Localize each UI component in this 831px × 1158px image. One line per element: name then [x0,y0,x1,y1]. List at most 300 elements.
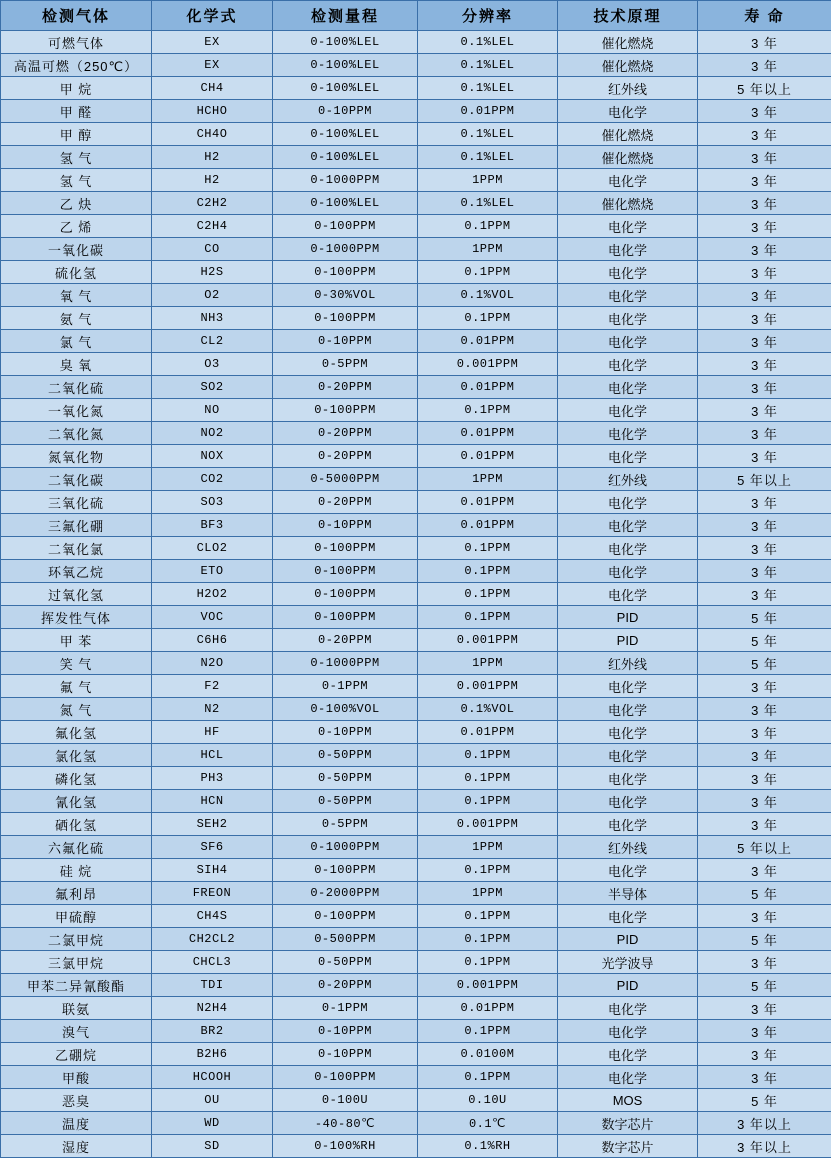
cell-gas: 温度 [1,1112,152,1135]
cell-resolution: 1PPM [418,652,558,675]
cell-gas: 硒化氢 [1,813,152,836]
cell-range: 0-100%VOL [273,698,418,721]
cell-range: 0-10PPM [273,1020,418,1043]
cell-gas: 恶臭 [1,1089,152,1112]
cell-gas: 氟 气 [1,675,152,698]
cell-lifetime: 5 年 [698,606,831,629]
cell-range: 0-20PPM [273,974,418,997]
table-row [1,330,831,353]
table-row [1,54,831,77]
cell-lifetime: 3 年 [698,422,831,445]
table-row [1,399,831,422]
table-row [1,882,831,905]
cell-gas: 氰化氢 [1,790,152,813]
cell-range: 0-20PPM [273,376,418,399]
cell-principle: 电化学 [558,491,698,514]
cell-lifetime: 5 年 [698,629,831,652]
cell-principle: 电化学 [558,675,698,698]
cell-formula: HCOOH [152,1066,273,1089]
cell-range: 0-100U [273,1089,418,1112]
cell-gas: 乙 炔 [1,192,152,215]
cell-gas: 乙 烯 [1,215,152,238]
cell-gas: 臭 氧 [1,353,152,376]
cell-formula: CO [152,238,273,261]
cell-gas: 氮 气 [1,698,152,721]
column-header-principle: 技术原理 [558,1,698,31]
cell-range: 0-2000PPM [273,882,418,905]
cell-lifetime: 5 年以上 [698,468,831,491]
cell-principle: 红外线 [558,836,698,859]
cell-range: 0-500PPM [273,928,418,951]
cell-range: 0-100%LEL [273,146,418,169]
table-row [1,422,831,445]
cell-principle: 电化学 [558,560,698,583]
cell-formula: EX [152,31,273,54]
cell-lifetime: 3 年 [698,1066,831,1089]
cell-formula: CL2 [152,330,273,353]
cell-formula: HCHO [152,100,273,123]
cell-principle: 电化学 [558,422,698,445]
cell-resolution: 0.01PPM [418,445,558,468]
table-row [1,284,831,307]
cell-range: 0-100%LEL [273,54,418,77]
cell-range: 0-100PPM [273,583,418,606]
cell-gas: 氨 气 [1,307,152,330]
cell-range: 0-100PPM [273,859,418,882]
cell-principle: 电化学 [558,261,698,284]
cell-resolution: 1PPM [418,468,558,491]
table-row [1,468,831,491]
cell-gas: 溴气 [1,1020,152,1043]
cell-range: 0-100PPM [273,215,418,238]
cell-principle: PID [558,974,698,997]
cell-formula: NH3 [152,307,273,330]
cell-principle: 电化学 [558,399,698,422]
cell-resolution: 0.01PPM [418,100,558,123]
cell-gas: 硫化氢 [1,261,152,284]
cell-range: 0-20PPM [273,422,418,445]
table-row [1,445,831,468]
cell-lifetime: 3 年 [698,1043,831,1066]
cell-gas: 湿度 [1,1135,152,1158]
cell-range: 0-100PPM [273,537,418,560]
cell-lifetime: 3 年 [698,31,831,54]
cell-range: 0-5000PPM [273,468,418,491]
table-row [1,813,831,836]
cell-formula: SEH2 [152,813,273,836]
cell-lifetime: 5 年以上 [698,836,831,859]
table-row [1,1089,831,1112]
cell-formula: BR2 [152,1020,273,1043]
cell-lifetime: 3 年 [698,951,831,974]
cell-formula: O3 [152,353,273,376]
cell-principle: 红外线 [558,468,698,491]
table-row [1,1112,831,1135]
table-row [1,307,831,330]
cell-resolution: 0.001PPM [418,813,558,836]
table-row [1,698,831,721]
cell-principle: 电化学 [558,353,698,376]
cell-lifetime: 3 年 [698,767,831,790]
cell-principle: 电化学 [558,100,698,123]
cell-principle: 数字芯片 [558,1112,698,1135]
cell-formula: B2H6 [152,1043,273,1066]
cell-lifetime: 3 年以上 [698,1135,831,1158]
cell-gas: 氧 气 [1,284,152,307]
cell-resolution: 1PPM [418,169,558,192]
cell-principle: 电化学 [558,905,698,928]
cell-resolution: 0.1PPM [418,1066,558,1089]
cell-lifetime: 3 年 [698,330,831,353]
table-row [1,146,831,169]
cell-range: 0-1000PPM [273,652,418,675]
cell-lifetime: 3 年 [698,514,831,537]
cell-lifetime: 3 年 [698,284,831,307]
cell-lifetime: 3 年 [698,491,831,514]
cell-principle: 电化学 [558,537,698,560]
cell-formula: NO [152,399,273,422]
cell-resolution: 1PPM [418,882,558,905]
table-row [1,215,831,238]
table-row [1,606,831,629]
cell-gas: 一氧化氮 [1,399,152,422]
cell-principle: 电化学 [558,307,698,330]
cell-lifetime: 3 年 [698,54,831,77]
table-row [1,1066,831,1089]
cell-principle: 电化学 [558,445,698,468]
cell-gas: 三氧化硫 [1,491,152,514]
cell-gas: 环氧乙烷 [1,560,152,583]
table-body [1,31,831,1158]
cell-range: 0-100%LEL [273,77,418,100]
cell-lifetime: 3 年 [698,169,831,192]
cell-resolution: 0.01PPM [418,422,558,445]
cell-resolution: 0.01PPM [418,491,558,514]
cell-resolution: 0.1PPM [418,1020,558,1043]
cell-gas: 磷化氢 [1,767,152,790]
table-row [1,1020,831,1043]
cell-principle: 电化学 [558,813,698,836]
cell-gas: 三氯甲烷 [1,951,152,974]
cell-gas: 联氨 [1,997,152,1020]
cell-formula: WD [152,1112,273,1135]
cell-resolution: 0.1PPM [418,307,558,330]
cell-principle: 催化燃烧 [558,192,698,215]
cell-resolution: 0.001PPM [418,675,558,698]
cell-gas: 二氧化碳 [1,468,152,491]
table-header-row [1,1,831,31]
table-row [1,928,831,951]
cell-range: 0-100PPM [273,261,418,284]
cell-gas: 三氟化硼 [1,514,152,537]
cell-range: 0-100%LEL [273,31,418,54]
cell-principle: PID [558,629,698,652]
cell-gas: 笑 气 [1,652,152,675]
cell-resolution: 0.1PPM [418,560,558,583]
cell-gas: 六氟化硫 [1,836,152,859]
table-row [1,744,831,767]
cell-formula: F2 [152,675,273,698]
cell-range: 0-100%RH [273,1135,418,1158]
cell-range: 0-100PPM [273,560,418,583]
cell-formula: BF3 [152,514,273,537]
cell-principle: 电化学 [558,1043,698,1066]
cell-resolution: 0.1%LEL [418,54,558,77]
cell-range: 0-10PPM [273,100,418,123]
cell-gas: 甲酸 [1,1066,152,1089]
table-row [1,169,831,192]
cell-resolution: 0.01PPM [418,514,558,537]
cell-formula: HF [152,721,273,744]
cell-gas: 乙硼烷 [1,1043,152,1066]
cell-gas: 二氧化硫 [1,376,152,399]
table-row [1,675,831,698]
cell-range: 0-100PPM [273,905,418,928]
cell-lifetime: 3 年 [698,307,831,330]
cell-formula: H2 [152,169,273,192]
cell-resolution: 0.01PPM [418,721,558,744]
cell-formula: SF6 [152,836,273,859]
cell-formula: N2H4 [152,997,273,1020]
cell-lifetime: 3 年 [698,238,831,261]
cell-lifetime: 5 年 [698,974,831,997]
cell-lifetime: 3 年 [698,399,831,422]
cell-formula: OU [152,1089,273,1112]
cell-principle: 电化学 [558,767,698,790]
cell-gas: 甲 醛 [1,100,152,123]
cell-resolution: 0.1PPM [418,744,558,767]
cell-gas: 氯 气 [1,330,152,353]
cell-gas: 氢 气 [1,146,152,169]
cell-gas: 甲 苯 [1,629,152,652]
cell-principle: 电化学 [558,859,698,882]
cell-principle: 电化学 [558,721,698,744]
cell-formula: CO2 [152,468,273,491]
column-header-gas: 检测气体 [1,1,152,31]
table-row [1,652,831,675]
cell-lifetime: 3 年 [698,146,831,169]
table-row [1,123,831,146]
cell-lifetime: 3 年 [698,698,831,721]
cell-lifetime: 3 年 [698,583,831,606]
cell-lifetime: 3 年 [698,744,831,767]
cell-lifetime: 3 年 [698,215,831,238]
column-header-resolution: 分辨率 [418,1,558,31]
cell-lifetime: 5 年 [698,652,831,675]
cell-principle: 催化燃烧 [558,54,698,77]
table-row [1,905,831,928]
table-row [1,721,831,744]
cell-resolution: 0.1PPM [418,606,558,629]
table-row [1,951,831,974]
cell-formula: PH3 [152,767,273,790]
table-row [1,997,831,1020]
cell-lifetime: 5 年 [698,928,831,951]
cell-formula: H2 [152,146,273,169]
table-row [1,376,831,399]
cell-lifetime: 3 年 [698,997,831,1020]
cell-range: 0-10PPM [273,514,418,537]
table-row [1,836,831,859]
cell-resolution: 0.1%RH [418,1135,558,1158]
cell-resolution: 0.0100M [418,1043,558,1066]
cell-principle: 光学波导 [558,951,698,974]
cell-gas: 甲硫醇 [1,905,152,928]
cell-principle: MOS [558,1089,698,1112]
cell-range: 0-50PPM [273,951,418,974]
cell-principle: 电化学 [558,330,698,353]
cell-formula: TDI [152,974,273,997]
cell-formula: HCN [152,790,273,813]
cell-range: 0-100%LEL [273,192,418,215]
cell-gas: 氢 气 [1,169,152,192]
cell-lifetime: 3 年 [698,813,831,836]
cell-formula: CLO2 [152,537,273,560]
cell-gas: 二氧化氯 [1,537,152,560]
cell-formula: EX [152,54,273,77]
cell-resolution: 0.01PPM [418,997,558,1020]
table-row [1,192,831,215]
table-row [1,560,831,583]
cell-principle: 催化燃烧 [558,123,698,146]
cell-resolution: 0.1PPM [418,261,558,284]
cell-lifetime: 3 年 [698,376,831,399]
cell-range: 0-50PPM [273,767,418,790]
cell-range: 0-100PPM [273,606,418,629]
cell-formula: N2O [152,652,273,675]
cell-range: 0-100PPM [273,1066,418,1089]
cell-gas: 氮氧化物 [1,445,152,468]
cell-lifetime: 5 年 [698,1089,831,1112]
cell-formula: C2H4 [152,215,273,238]
cell-formula: CH2CL2 [152,928,273,951]
cell-range: 0-50PPM [273,744,418,767]
cell-range: 0-20PPM [273,445,418,468]
cell-lifetime: 3 年 [698,905,831,928]
table-row [1,31,831,54]
cell-resolution: 0.1PPM [418,215,558,238]
cell-gas: 甲苯二异氰酸酯 [1,974,152,997]
cell-range: 0-10PPM [273,1043,418,1066]
cell-resolution: 0.1%VOL [418,284,558,307]
cell-lifetime: 3 年 [698,675,831,698]
cell-resolution: 0.001PPM [418,974,558,997]
cell-formula: SD [152,1135,273,1158]
cell-resolution: 0.1PPM [418,928,558,951]
cell-range: 0-1PPM [273,675,418,698]
cell-resolution: 0.001PPM [418,353,558,376]
cell-principle: 催化燃烧 [558,146,698,169]
cell-lifetime: 3 年以上 [698,1112,831,1135]
cell-resolution: 0.01PPM [418,376,558,399]
cell-principle: 电化学 [558,284,698,307]
cell-formula: C6H6 [152,629,273,652]
cell-lifetime: 3 年 [698,353,831,376]
cell-principle: 电化学 [558,1020,698,1043]
table-row [1,514,831,537]
cell-lifetime: 3 年 [698,537,831,560]
cell-gas: 挥发性气体 [1,606,152,629]
cell-formula: CHCL3 [152,951,273,974]
cell-resolution: 0.1%LEL [418,77,558,100]
cell-gas: 二氯甲烷 [1,928,152,951]
cell-formula: CH4O [152,123,273,146]
table-row [1,238,831,261]
cell-formula: CH4 [152,77,273,100]
cell-range: 0-5PPM [273,813,418,836]
cell-principle: 电化学 [558,997,698,1020]
cell-range: -40-80℃ [273,1112,418,1135]
cell-formula: SO3 [152,491,273,514]
cell-formula: SO2 [152,376,273,399]
cell-formula: FREON [152,882,273,905]
cell-resolution: 0.1PPM [418,537,558,560]
cell-principle: 电化学 [558,514,698,537]
cell-gas: 甲 烷 [1,77,152,100]
cell-range: 0-100%LEL [273,123,418,146]
cell-gas: 氟利昂 [1,882,152,905]
cell-gas: 可燃气体 [1,31,152,54]
cell-lifetime: 3 年 [698,790,831,813]
cell-range: 0-1PPM [273,997,418,1020]
cell-range: 0-1000PPM [273,836,418,859]
cell-lifetime: 3 年 [698,859,831,882]
cell-range: 0-5PPM [273,353,418,376]
cell-gas: 一氧化碳 [1,238,152,261]
cell-resolution: 1PPM [418,836,558,859]
cell-lifetime: 3 年 [698,1020,831,1043]
cell-lifetime: 3 年 [698,123,831,146]
cell-gas: 甲 醇 [1,123,152,146]
cell-resolution: 0.1%LEL [418,192,558,215]
cell-resolution: 0.001PPM [418,629,558,652]
cell-resolution: 0.1PPM [418,790,558,813]
column-header-range: 检测量程 [273,1,418,31]
cell-principle: 催化燃烧 [558,31,698,54]
cell-principle: 电化学 [558,583,698,606]
cell-principle: 电化学 [558,215,698,238]
cell-lifetime: 5 年以上 [698,77,831,100]
cell-principle: 半导体 [558,882,698,905]
table-row [1,491,831,514]
table-row [1,859,831,882]
cell-formula: NOX [152,445,273,468]
cell-principle: 红外线 [558,77,698,100]
cell-formula: N2 [152,698,273,721]
cell-range: 0-30%VOL [273,284,418,307]
cell-principle: 数字芯片 [558,1135,698,1158]
cell-range: 0-100PPM [273,307,418,330]
cell-principle: 电化学 [558,744,698,767]
cell-principle: PID [558,928,698,951]
cell-formula: C2H2 [152,192,273,215]
cell-resolution: 0.1%VOL [418,698,558,721]
column-header-lifetime: 寿 命 [698,1,831,31]
cell-resolution: 0.1%LEL [418,31,558,54]
cell-range: 0-1000PPM [273,169,418,192]
column-header-formula: 化学式 [152,1,273,31]
cell-resolution: 0.1PPM [418,399,558,422]
cell-resolution: 0.1%LEL [418,123,558,146]
cell-formula: NO2 [152,422,273,445]
cell-lifetime: 3 年 [698,100,831,123]
cell-resolution: 0.10U [418,1089,558,1112]
cell-resolution: 0.1%LEL [418,146,558,169]
cell-resolution: 1PPM [418,238,558,261]
cell-range: 0-10PPM [273,721,418,744]
cell-range: 0-1000PPM [273,238,418,261]
cell-resolution: 0.1PPM [418,583,558,606]
